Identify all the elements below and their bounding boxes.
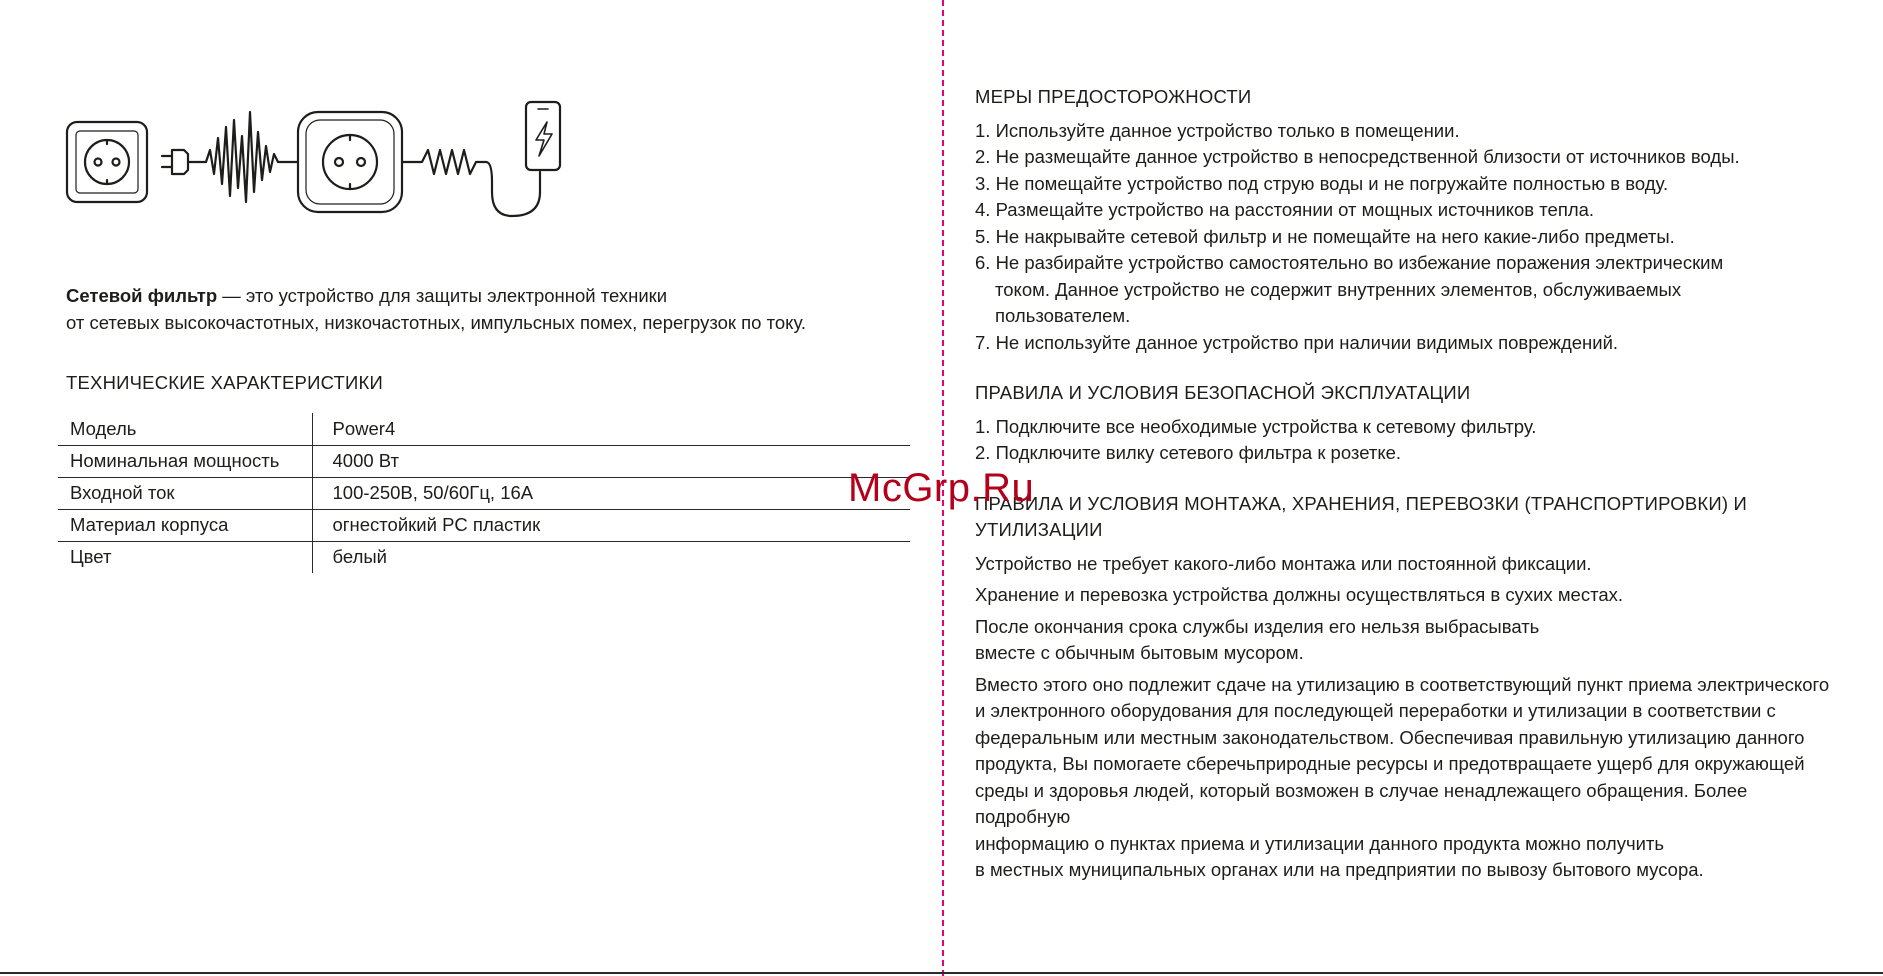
precautions-list xyxy=(975,118,1835,357)
list-item: 7. Не используйте данное устройство при наличии видимых повреждений. xyxy=(975,331,1619,353)
table-row xyxy=(58,541,910,573)
disposal-paragraph xyxy=(975,672,1835,884)
paragraph-line: продукта, Вы помогаете сберечьприродные ресурсы и предотвращаете ущерб для окружающей xyxy=(975,753,1805,774)
precautions-section xyxy=(975,84,1835,356)
table-row xyxy=(58,445,910,477)
paragraph-line: и электронного оборудования для последующей переработки и утилизации в соответствии с xyxy=(975,700,1776,721)
item-continuation: током. Данное устройство не содержит внутренних элементов, обслуживаемых xyxy=(995,278,1682,300)
storage-paragraph xyxy=(975,614,1835,667)
table-row xyxy=(58,413,910,445)
paragraph-line: Вместо этого оно подлежит сдаче на утилизацию в соответствующий пункт приема электрического xyxy=(975,673,1830,695)
storage-heading: ПРАВИЛА И УСЛОВИЯ МОНТАЖА, ХРАНЕНИЯ, ПЕРЕВОЗКИ (ТРАНСПОРТИРОВКИ) И УТИЛИЗАЦИИ xyxy=(975,492,1748,540)
item-text: 6. Не разбирайте устройство самостоятельно во избежание поражения электрическим xyxy=(975,252,1724,273)
clean-wave-icon xyxy=(402,150,486,174)
list-item: 3. Не помещайте устройство под струю воды и не погружайте полностью в воду. xyxy=(975,172,1669,194)
plug-icon xyxy=(162,150,198,174)
right-column xyxy=(975,84,1835,908)
spec-value: 100-250В, 50/60Гц, 16А xyxy=(332,482,534,503)
paragraph-line: в местных муниципальных органах или на предприятии по вывозу бытового мусора. xyxy=(975,859,1704,880)
bottom-rule xyxy=(0,972,1883,974)
list-item: 1. Подключите все необходимые устройства к сетевому фильтру. xyxy=(975,415,1537,437)
intro-paragraph xyxy=(66,282,866,336)
surge-filter-icon xyxy=(298,112,402,212)
spec-value: белый xyxy=(332,546,387,568)
table-row xyxy=(58,477,910,509)
spec-label: Материал корпуса xyxy=(58,509,312,541)
spec-label: Входной ток xyxy=(58,477,312,509)
table-row xyxy=(58,509,910,541)
watermark: McGrp.Ru xyxy=(848,466,1035,510)
paragraph-line: информацию о пунктах приема и утилизации данного продукта можно получить xyxy=(975,832,1665,854)
specs-heading: ТЕХНИЧЕСКИЕ ХАРАКТЕРИСТИКИ xyxy=(66,372,384,393)
list-item xyxy=(975,250,1835,330)
intro-term: Сетевой фильтр xyxy=(66,285,218,306)
storage-paragraph: Хранение и перевозка устройства должны осуществляться в сухих местах. xyxy=(975,584,1624,605)
list-item: 5. Не накрывайте сетевой фильтр и не помещайте на него какие-либо предметы. xyxy=(975,225,1675,247)
paragraph-line: среды и здоровья людей, который возможен в случае ненадлежащего обращения. Более подробную xyxy=(975,779,1748,827)
list-item: 2. Не размещайте данное устройство в непосредственной близости от источников воды. xyxy=(975,146,1740,167)
specs-table xyxy=(58,413,910,573)
intro-line-2: от сетевых высокочастотных, низкочастотных, импульсных помех, перегрузок по току. xyxy=(66,312,806,333)
safe-use-section xyxy=(975,380,1835,467)
precautions-heading: МЕРЫ ПРЕДОСТОРОЖНОСТИ xyxy=(975,86,1252,107)
paragraph-line: федеральным или местным законодательством. Обеспечивая правильную утилизацию данного xyxy=(975,726,1805,748)
spec-label: Модель xyxy=(58,413,312,445)
paragraph-line: После окончания срока службы изделия его нельзя выбрасывать xyxy=(975,615,1540,637)
spec-label: Номинальная мощность xyxy=(58,445,312,477)
spec-label: Цвет xyxy=(58,541,312,573)
surge-filter-diagram xyxy=(60,92,660,222)
spec-value: 4000 Вт xyxy=(332,450,399,471)
phone-charging-icon xyxy=(526,102,560,170)
safe-use-heading: ПРАВИЛА И УСЛОВИЯ БЕЗОПАСНОЙ ЭКСПЛУАТАЦИИ xyxy=(975,382,1471,403)
spec-value: огнестойкий PC пластик xyxy=(332,514,541,535)
list-item: 1. Используйте данное устройство только в помещении. xyxy=(975,119,1460,141)
paragraph-line: вместе с обычным бытовым мусором. xyxy=(975,642,1304,663)
spec-value: Power4 xyxy=(332,417,396,439)
storage-section xyxy=(975,491,1835,884)
noise-wave-icon xyxy=(198,112,298,202)
list-item: 2. Подключите вилку сетевого фильтра к розетке. xyxy=(975,442,1402,463)
wall-socket-icon xyxy=(67,122,147,202)
storage-paragraph: Устройство не требует какого-либо монтажа или постоянной фиксации. xyxy=(975,552,1592,574)
item-continuation: пользователем. xyxy=(995,305,1131,326)
safe-use-list xyxy=(975,414,1835,467)
list-item: 4. Размещайте устройство на расстоянии от мощных источников тепла. xyxy=(975,199,1595,220)
intro-line-1 xyxy=(66,282,866,309)
intro-definition: — это устройство для защиты электронной техники xyxy=(217,285,668,306)
